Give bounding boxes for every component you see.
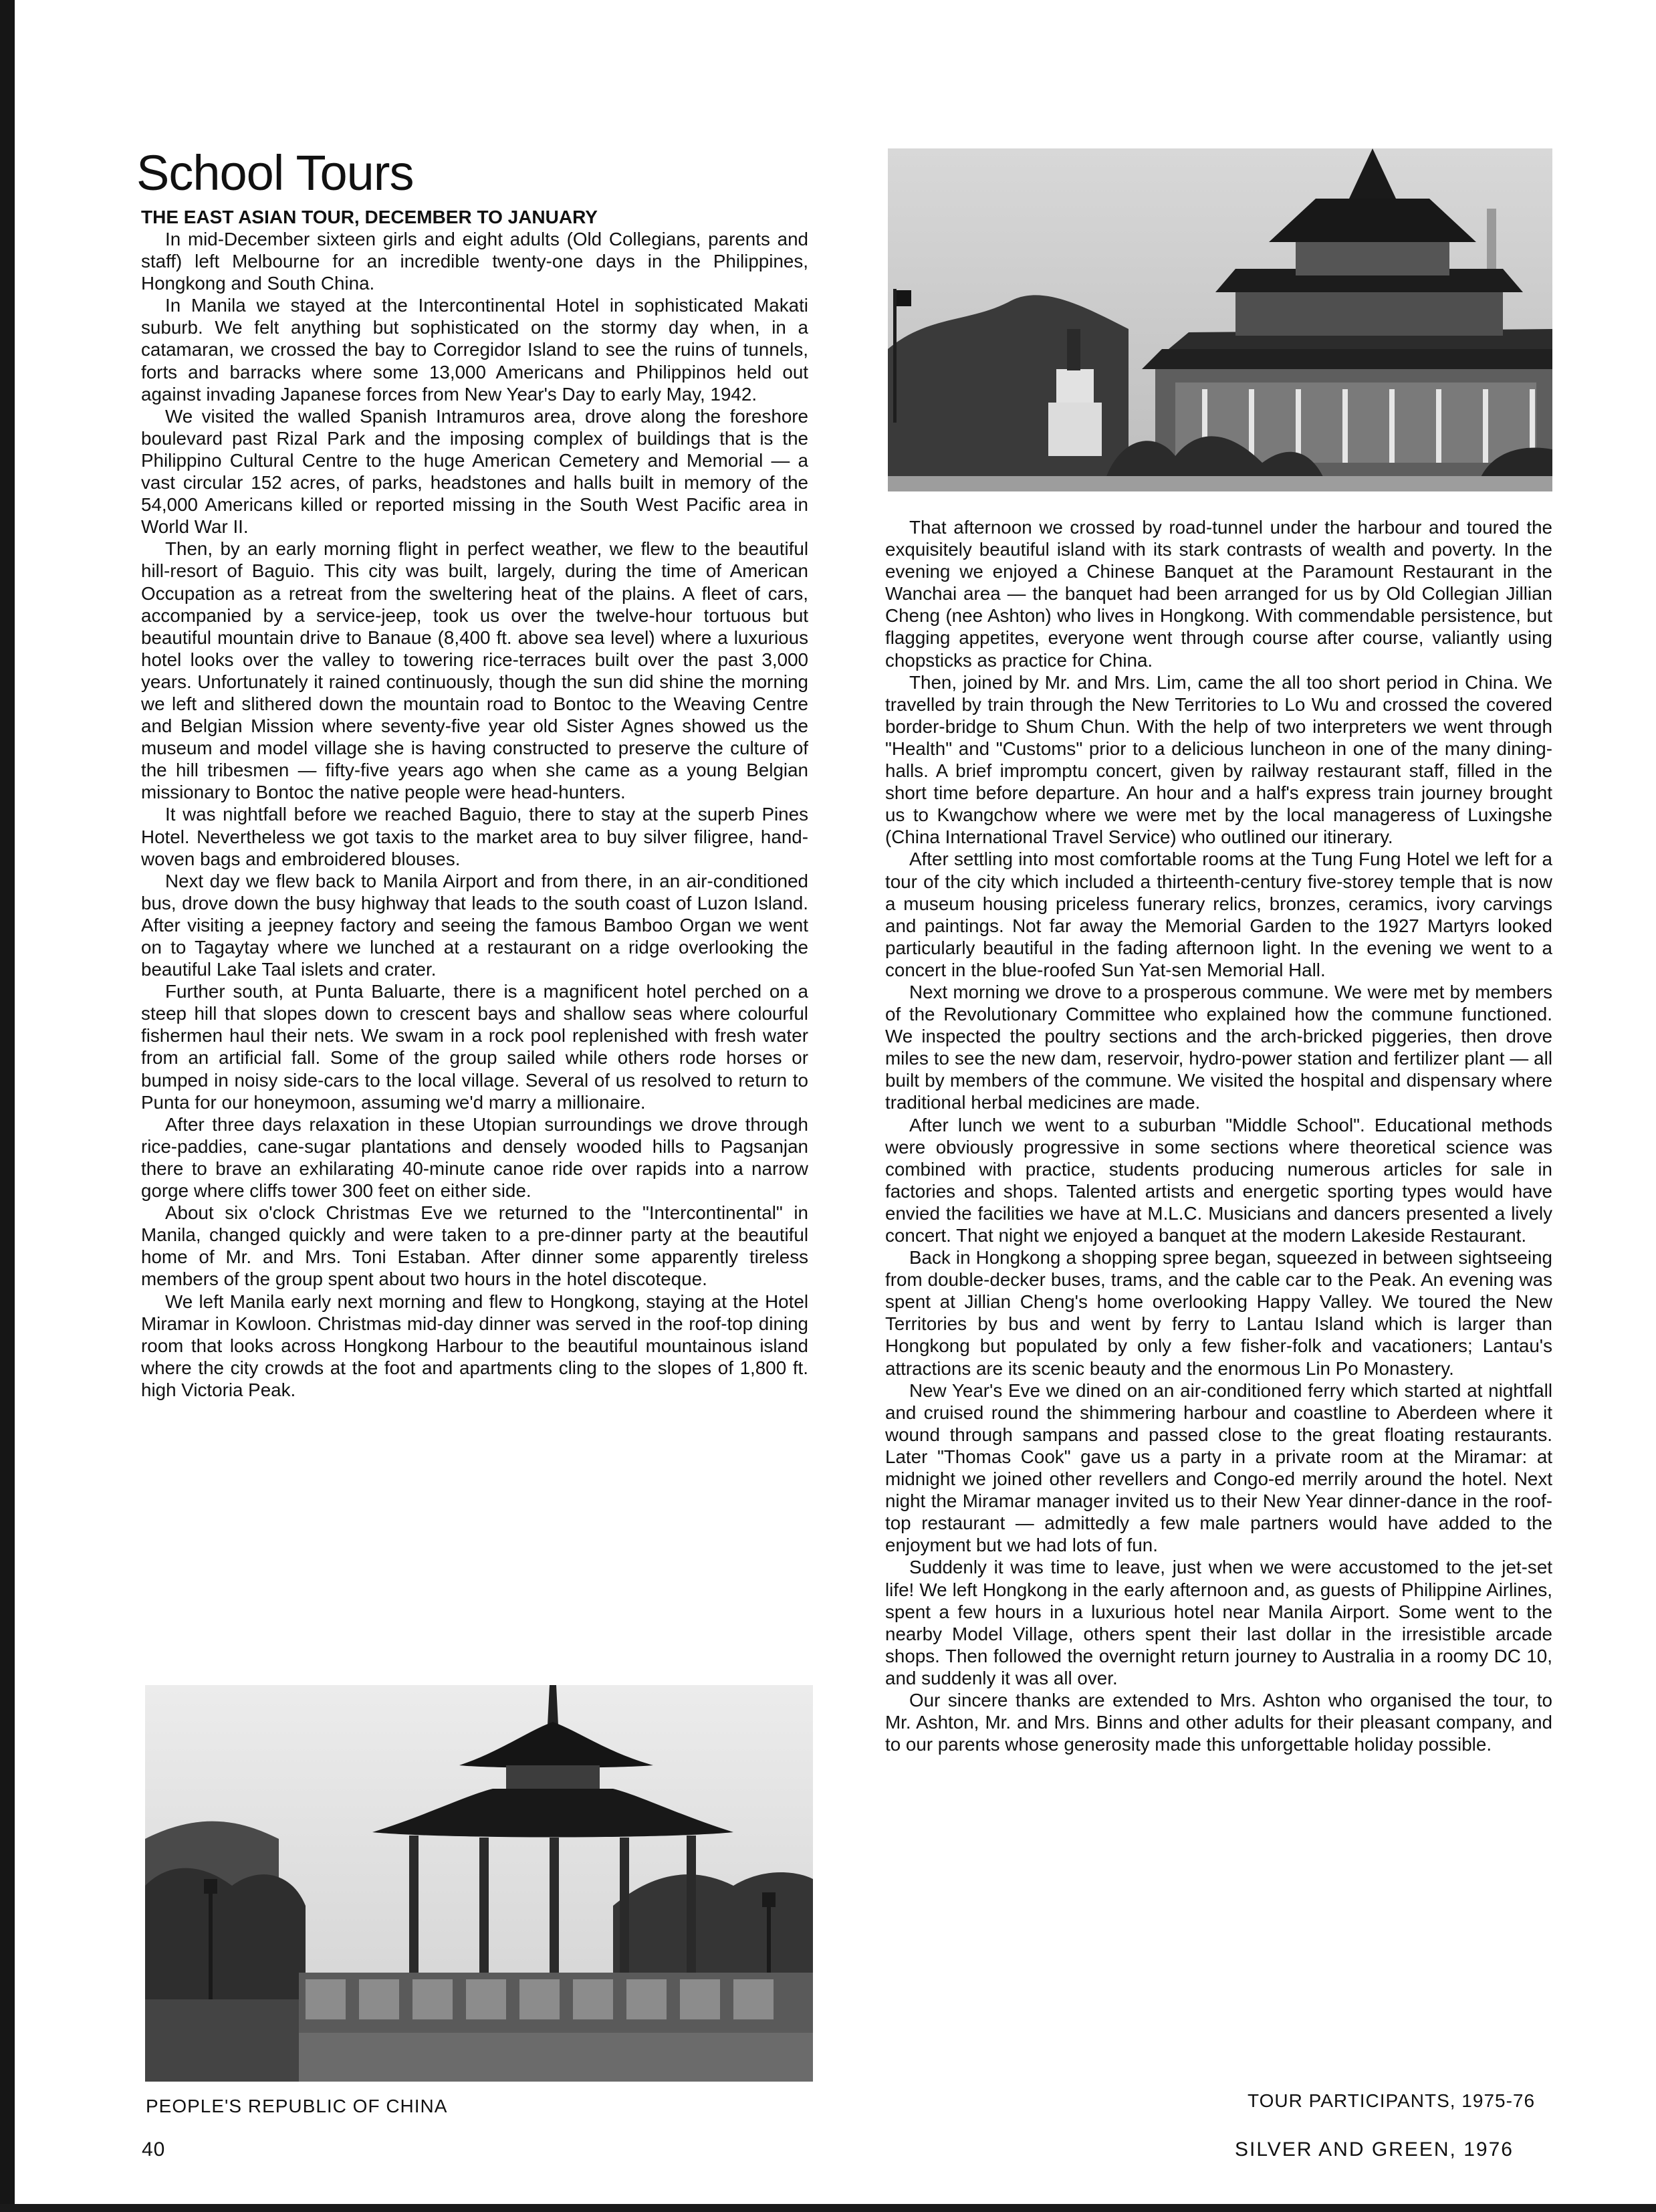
paragraph: Then, by an early morning flight in perfect weather, we flew to the beautiful hill-resort of Baguio. This city was built, largely, during the time of American Occupation as a retreat from the sweltering heat of the plains. A fleet of cars, accompanied by a service-jeep, took us over the twelve-hour tortuous but beautiful mountain drive to Banaue (8,400 ft. above sea level) where a luxurious hotel looks over the valley to towering rice-terraces built over the past 3,000 years. Unfortunately it rained continuously, though the sun did shine the morning we left and slithered down the mountain road to Bontoc to the Weaving Centre and Belgian Mission where seventy-five year old Sister Agnes showed us the museum and model village she is having constructed to preserve the culture of the hill tribesmen — fifty-five years ago when she came as a young Belgian missionary to Bontoc the native people were head-hunters. (141, 538, 808, 803)
photo-caption: TOUR PARTICIPANTS, 1975-76 (1248, 2090, 1536, 2111)
page-number: 40 (142, 2138, 166, 2161)
paragraph: Then, joined by Mr. and Mrs. Lim, came the all too short period in China. We travelled by train through the New Territories to Lo Wu and crossed the covered border-bridge to Shum Chun. With the help of two interpreters we went through "Health" and "Customs" prior to a delicious luncheon in one of the many dining-halls. A brief impromptu concert, given by railway restaurant staff, filled in the short time before departure. An hour and a half's express train journey brought us to Kwangchow where we were met by the local manageress of Luxingshe (China International Travel Service) who outlined our itinerary. (885, 671, 1552, 848)
paragraph: Further south, at Punta Baluarte, there is a magnificent hotel perched on a steep hill that slopes down to crescent bays and shallow seas where colourful fishermen haul their nets. We swam in a rock pool replenished with fresh water from an artificial fall. Some of the group sailed while others rode horses or bumped in noisy side-cars to the local village. Several of us resolved to return to Punta for our honeymoon, assuming we'd marry a millionaire. (141, 981, 808, 1113)
paragraph: Back in Hongkong a shopping spree began, squeezed in between sightseeing from double-decker buses, trams, and the cable car to the Peak. An evening was spent at Jillian Cheng's home overlooking Happy Valley. We toured the New Territories by bus and went by ferry to Lantau Island which is larger than Hongkong but populated by only a few fisher-folk and vacationers; Lantau's attractions are its scenic beauty and the enormous Lin Po Monastery. (885, 1247, 1552, 1379)
paragraph: That afternoon we crossed by road-tunnel under the harbour and toured the exquisitely beautiful island with its stark contrasts of wealth and poverty. In the evening we enjoyed a Chinese Banquet at the Paramount Restaurant in the Wanchai area — the banquet had been arranged for us by Old Collegian Jillian Cheng (nee Ashton) who lives in Hongkong. With commendable persistence, but flagging appetites, everyone went through course after course, valiantly using chopsticks as practice for China. (885, 517, 1552, 671)
paragraph: In Manila we stayed at the Intercontinental Hotel in sophisticated Makati suburb. We felt anything but sophisticated on the stormy day when, in a catamaran, we crossed the bay to Corregidor Island to see the ruins of tunnels, forts and barracks where some 13,000 Americans and Philippinos held out against invading Japanese forces from New Year's Day to early May, 1942. (141, 295, 808, 405)
article-subtitle: THE EAST ASIAN TOUR, DECEMBER TO JANUARY (141, 207, 598, 227)
paragraph: We visited the walled Spanish Intramuros area, drove along the foreshore boulevard past Rizal Park and the imposing complex of buildings that is the Philippino Cultural Centre to the huge American Cemetery and Memorial — a vast circular 152 acres, of parks, headstones and halls built in memory of the 54,000 Americans killed or reported missing in the South West Pacific area in World War II. (141, 405, 808, 538)
page-edge-left (0, 0, 15, 2212)
paragraph: Next morning we drove to a prosperous commune. We were met by members of the Revolutionary Committee who explained how the commune functioned. We inspected the poultry sections and the arch-bricked piggeries, then drove miles to see the new dam, reservoir, hydro-power station and fertilizer plant — all built by members of the commune. We visited the hospital and dispensary where traditional herbal medicines are made. (885, 981, 1552, 1113)
pavilion-photo (145, 1685, 813, 2082)
page-title: School Tours (136, 145, 414, 201)
paragraph: About six o'clock Christmas Eve we returned to the "Intercontinental" in Manila, changed quickly and were taken to a pre-dinner party at the beautiful home of Mr. and Mrs. Toni Estaban. After dinner some apparently tireless members of the group spent about two hours in the hotel discoteque. (141, 1202, 808, 1290)
memorial-hall-photo (888, 148, 1552, 491)
photo-caption: PEOPLE'S REPUBLIC OF CHINA (146, 2096, 448, 2116)
paragraph: After three days relaxation in these Utopian surroundings we drove through rice-paddies, cane-sugar plantations and densely wooded hills to Pagsanjan there to brave an exhilarating 40-minute canoe ride over rapids into a narrow gorge where cliffs tower 300 feet on either side. (141, 1113, 808, 1202)
page-edge-bottom (0, 2204, 1656, 2212)
paragraph: In mid-December sixteen girls and eight adults (Old Collegians, parents and staff) left Melbourne for an incredible twenty-one days in the Philippines, Hongkong and South China. (141, 229, 808, 294)
paragraph: After settling into most comfortable rooms at the Tung Fung Hotel we left for a tour of the city which included a thirteenth-century five-storey temple that is now a museum housing priceless funerary relics, bronzes, ceramics, ivory carvings and paintings. Not far away the Memorial Garden to the 1927 Martyrs looked particularly beautiful in the fading afternoon light. In the evening we went to a concert in the blue-roofed Sun Yat-sen Memorial Hall. (885, 849, 1552, 980)
right-column (885, 516, 1552, 1755)
paragraph: Next day we flew back to Manila Airport and from there, in an air-conditioned bus, drove down the busy highway that leads to the south coast of Luzon Island. After visiting a jeepney factory and seeing the famous Bamboo Organ we went on to Tagaytay where we lunched at a restaurant on a ridge overlooking the beautiful Lake Taal islets and crater. (141, 870, 808, 980)
paragraph: Suddenly it was time to leave, just when we were accustomed to the jet-set life! We left Hongkong in the early afternoon and, as guests of Philippine Airlines, spent a few hours in a luxurious hotel near Manila Airport. Some went to the nearby Model Village, others spent their last dollar in the irresistible arcade shops. Then followed the overnight return journey to Australia in a roomy DC 10, and suddenly it was all over. (885, 1557, 1552, 1688)
publication-footer: SILVER AND GREEN, 1976 (1235, 2138, 1514, 2161)
paragraph: After lunch we went to a suburban "Middle School". Educational methods were obviously progressive in some sections where theoretical science was combined with practice, students producing numerous articles for sale in factories and shops. Talented artists and energetic sporting types would have envied the facilities we have at M.L.C. Musicians and dancers presented a lively concert. That night we enjoyed a banquet at the modern Lakeside Restaurant. (885, 1114, 1552, 1246)
paragraph: It was nightfall before we reached Baguio, there to stay at the superb Pines Hotel. Nevertheless we got taxis to the market area to buy silver filigree, hand-woven bags and embroidered blouses. (141, 804, 808, 869)
paragraph: New Year's Eve we dined on an air-conditioned ferry which started at nightfall and cruised round the shimmering harbour and coastline to Aberdeen where it wound through sampans and passed close to the great floating restaurants. Later "Thomas Cook" gave us a party in a private room at the Miramar: at midnight we joined other revellers and Congo-ed merrily around the hotel. Next night the Miramar manager invited us to their New Year dinner-dance in the roof-top restaurant — admittedly a few male partners would have added to the enjoyment but we had lots of fun. (885, 1379, 1552, 1556)
paragraph: Our sincere thanks are extended to Mrs. Ashton who organised the tour, to Mr. Ashton, Mr. and Mrs. Binns and other adults for their pleasant company, and to our parents whose generosity made this unforgettable holiday possible. (885, 1689, 1552, 1755)
paragraph: We left Manila early next morning and flew to Hongkong, staying at the Hotel Miramar in Kowloon. Christmas mid-day dinner was served in the roof-top dining room that looks across Hongkong Harbour to the beautiful mountainous island where the city crowds at the foot and apartments cling to the slopes of 1,800 ft. high Victoria Peak. (141, 1291, 808, 1400)
left-column (141, 228, 808, 1401)
